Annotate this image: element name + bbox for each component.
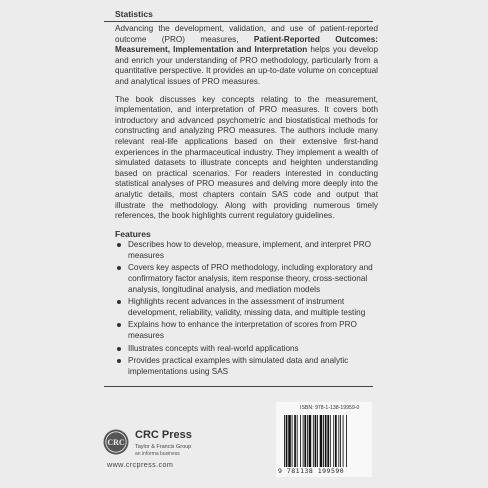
isbn-barcode-box [276,402,372,477]
logo-letters: CRC [107,438,125,447]
feature-item: Illustrates concepts with real-world applications [115,344,378,355]
intro-paragraph [115,24,378,88]
feature-item: Provides practical examples with simulated data and analytic implementations using SAS [115,356,378,377]
intro-text-end: helps you develop and enrich your understanding of PRO methodology, particularly from a quantitative perspective. It provides an up-to-date volume on conceptual and analytical issues of PRO measures. [115,45,378,86]
intro-text-start: Advancing the development, validation, and use of patient-reported outcome (PRO) measures, [115,24,378,44]
isbn-number: ISBN: 978-1-138-19959-0 [300,405,360,411]
publisher-url: www.crcpress.com [107,460,174,469]
feature-item: Explains how to enhance the interpretation of scores from PRO measures [115,320,378,341]
book-title: Patient-Reported Outcomes: Measurement, Implementation and Interpretation [115,34,378,55]
features-heading: Features [115,228,151,239]
cover-copy [115,24,378,379]
feature-item: Covers key aspects of PRO methodology, including exploratory and confirmatory factor analysis, item response theory, cross-sectional analysis, longitudinal analysis, and mediation models [115,263,378,295]
publisher-block [103,425,243,475]
bottom-divider [104,386,373,387]
feature-item: Highlights recent advances in the assessment of instrument development, reliability, validity, missing data, and multiple testing [115,297,378,318]
publisher-group: Taylor & Francis Group [135,444,192,450]
barcode-icon [283,415,369,467]
ean-digits: 9 781138 199590 [278,467,345,475]
publisher-name: CRC Press [135,429,192,441]
feature-item: Describes how to develop, measure, implement, and interpret PRO measures [115,240,378,261]
features-list [115,240,378,377]
description-paragraph: The book discusses key concepts relating to the measurement, implementation, and interpretation of PRO measures. It covers both introductory and advanced psychometric and biostatistical methods for constructing and analyzing PRO measures. The authors include many relevant real-life applications based on their extensive first-hand experiences in the pharmaceutical industry. They implement a wealth of simulated datasets to illustrate concepts and heighten understanding based on practical scenarios. For readers interested in conducting statistical analyses of PRO measures and delving more deeply into the analytic details, most chapters contain SAS code and output that illustrate the methodology. Along with providing numerous timely references, the book highlights current regulatory guidelines. [115,94,378,221]
crc-press-logo-icon [103,429,129,455]
category-label: Statistics [115,9,153,19]
top-divider [104,21,373,22]
publisher-tagline: an informa business [135,451,180,457]
